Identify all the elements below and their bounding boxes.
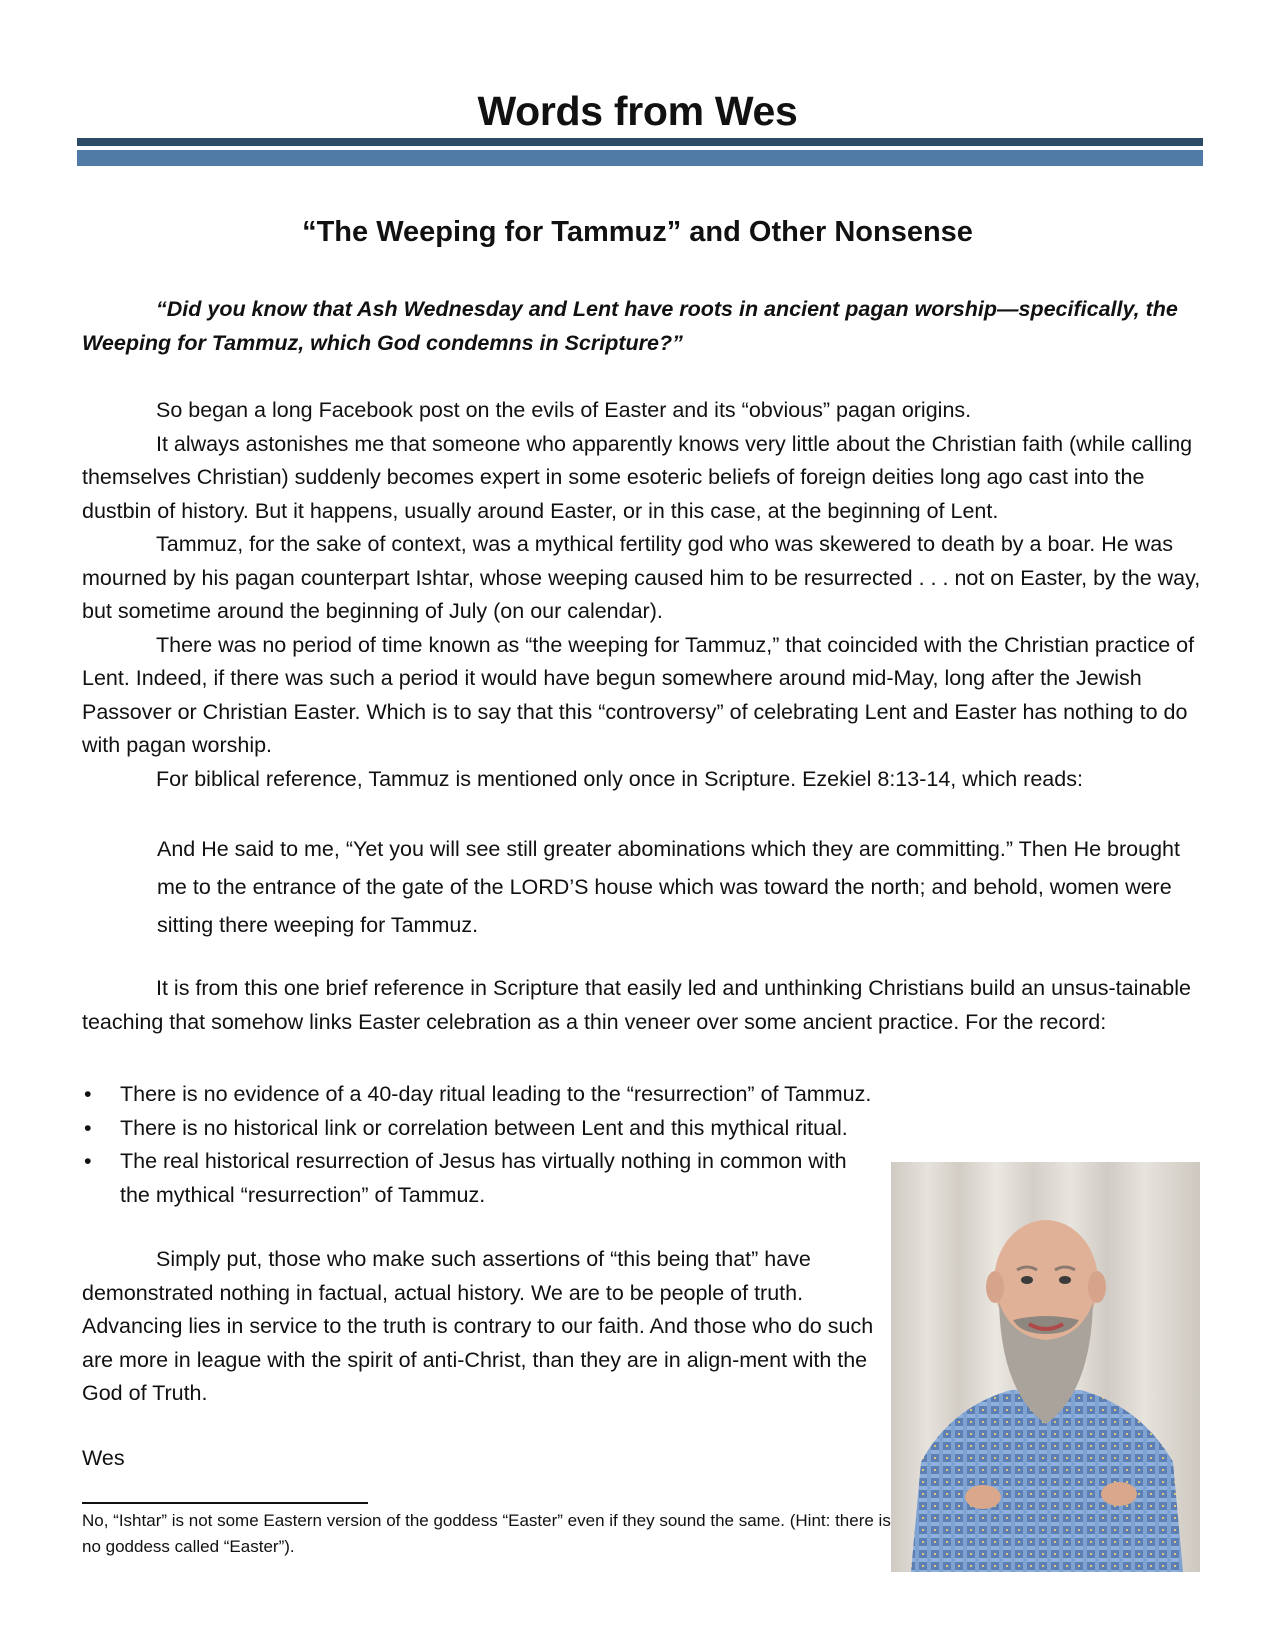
footnote: No, “Ishtar” is not some Eastern version of the goddess “Easter” even if they sound the same. (Hint: there is no goddess called “Easter”).	[82, 1511, 891, 1556]
bullet-list	[82, 1078, 882, 1212]
masthead-rule-light	[77, 150, 1203, 166]
body-paragraph-after-quote: It is from this one brief reference in Scripture that easily led and unthinking Christians build an unsus-tainable teaching that somehow links Easter celebration as a thin veneer over some ancient practice. For the record:	[82, 976, 1191, 1034]
body-paragraph: There was no period of time known as “the weeping for Tammuz,” that coincided with the Christian practice of Lent. Indeed, if there was such a period it would have begun somewhere around mid-May, long after the Jewish Passover or Christian Easter. Which is to say that this “controversy” of celebrating Lent and Easter has nothing to do with pagan worship.	[82, 632, 1195, 757]
body-paragraph: Tammuz, for the sake of context, was a mythical fertility god who was skewered to death by a boar. He was mourned by his pagan counterpart Ishtar, whose weeping caused him to be resurrected . . . not on Easter, by the way, but sometime around the beginning of July (on our calendar).	[82, 532, 1201, 623]
body-paragraph: So began a long Facebook post on the evils of Easter and its “obvious” pagan origins.	[156, 398, 972, 422]
scripture-quote: And He said to me, “Yet you will see still greater abominations which they are committing.” Then He brought me to the entrance of the gate of the LORD’S house which was toward the north; and behold, women were sitting there weeping for Tammuz.	[157, 837, 1180, 937]
closing-paragraph: Simply put, those who make such assertions of “this being that” have demonstrated nothing in factual, actual history. We are to be people of truth. Advancing lies in service to the truth is contrary to our faith. And those who do such are more in league with the spirit of anti-Christ, than they are in align-ment with the God of Truth.	[82, 1247, 874, 1405]
masthead-title: Words from Wes	[477, 88, 798, 134]
article-body	[82, 394, 1207, 796]
bullet-item: • The real historical resurrection of Jesus has virtually nothing in common with the mythical “resurrection” of Tammuz.	[82, 1145, 865, 1212]
article-lede: “Did you know that Ash Wednesday and Lent have roots in ancient pagan worship—specifically, the Weeping for Tammuz, which God condemns in Scripture?”	[82, 297, 1178, 355]
article-title: “The Weeping for Tammuz” and Other Nonsense	[302, 216, 973, 248]
bullet-item: • There is no historical link or correlation between Lent and this mythical ritual.	[82, 1112, 882, 1146]
author-photo	[891, 1162, 1200, 1572]
body-paragraph: For biblical reference, Tammuz is mentioned only once in Scripture. Ezekiel 8:13-14, which reads:	[156, 766, 1083, 791]
footnote-rule	[82, 1502, 368, 1504]
bullet-item: • There is no evidence of a 40-day ritual leading to the “resurrection” of Tammuz.	[82, 1078, 882, 1112]
masthead-rule-dark	[77, 138, 1203, 146]
signoff: Wes	[82, 1446, 125, 1470]
body-paragraph: It always astonishes me that someone who apparently knows very little about the Christian faith (while calling themselves Christian) suddenly becomes expert in some esoteric beliefs of foreign deities long ago cast into the dustbin of history. But it happens, usually around Easter, or in this case, at the beginning of Lent.	[82, 431, 1193, 523]
